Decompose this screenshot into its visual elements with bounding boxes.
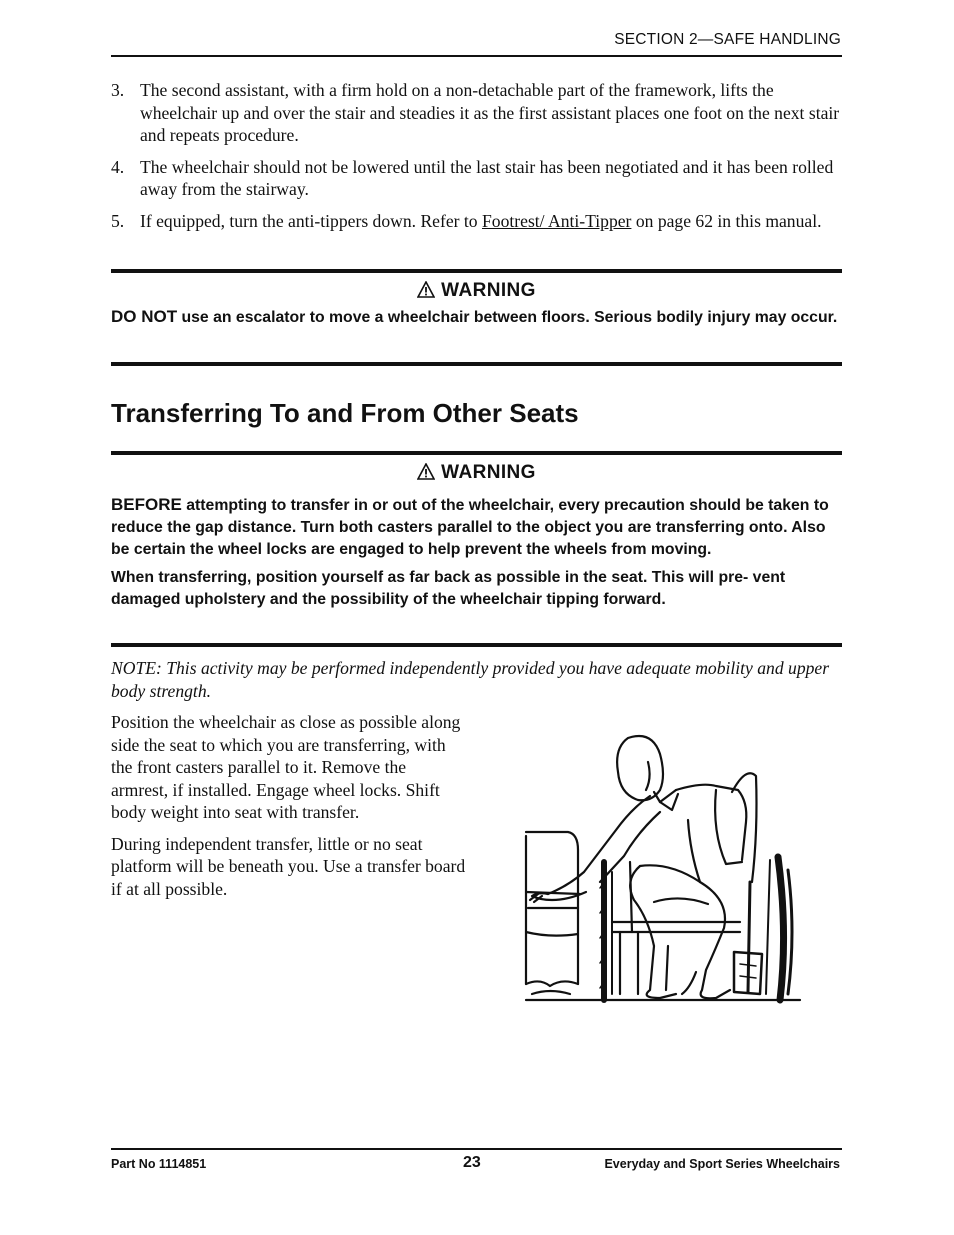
footrest-anti-tipper-link[interactable]: Footrest/ Anti-Tipper xyxy=(482,210,632,231)
step-number: 4. xyxy=(111,156,125,177)
list-item xyxy=(111,156,842,201)
step-text: If equipped, turn the anti-tippers down. Refer to Footrest/ Anti-Tipper on page 62 in this manual. xyxy=(140,210,822,231)
warning-triangle-icon xyxy=(417,463,435,486)
list-item xyxy=(111,79,842,147)
warning-bottom-rule xyxy=(111,362,842,366)
warning-label: WARNING xyxy=(441,462,536,483)
product-title: Everyday and Sport Series Wheelchairs xyxy=(604,1157,840,1171)
warning-heading xyxy=(111,280,842,304)
list-item xyxy=(111,210,842,233)
footer-rule xyxy=(111,1148,842,1150)
paragraph: During independent transfer, little or no seat platform will be beneath you. Use a transfer board if at all possible. xyxy=(111,833,466,899)
paragraph: Position the wheelchair as close as possible along side the seat to which you are transferring, with the front casters parallel to it. Remove the armrest, if installed. Engage wheel locks. Shift body weight into seat with transfer. xyxy=(111,712,461,822)
warning-text: BEFORE attempting to transfer in or out of the wheelchair, every precaution should be taken to reduce the gap distance. Turn both casters parallel to the object you are transferring onto. Also be certain the wheel locks are engaged to help prevent the wheels from moving. When transferring, position yourself as far back as possible in the seat. This will pre- vent damaged upholstery and the possibility of the wheelchair tipping forward. xyxy=(111,495,829,608)
part-number: Part No 1114851 xyxy=(111,1157,207,1171)
step-number: 5. xyxy=(111,210,125,231)
warning-label: WARNING xyxy=(441,280,536,301)
warning-triangle-icon xyxy=(417,281,435,304)
warning-text: DO NOT use an escalator to move a wheelchair between floors. Serious bodily injury may occur. xyxy=(111,307,838,326)
warning-heading xyxy=(111,462,842,486)
transfer-illustration xyxy=(520,732,802,1004)
warning-top-rule xyxy=(111,269,842,273)
step-number: 3. xyxy=(111,80,125,100)
note-text: NOTE: This activity may be performed independently provided you have adequate mobility and upper body strength. xyxy=(111,658,830,701)
step-text: The second assistant, with a firm hold on a non-detachable part of the framework, lifts the wheelchair up and over the stair and steadies it as the first assistant places one foot on the next stair and repeats procedure. xyxy=(140,80,840,145)
step-list xyxy=(111,79,842,241)
running-header: SECTION 2—SAFE HANDLING xyxy=(614,31,841,48)
warning-top-rule xyxy=(111,451,842,455)
step-text: The wheelchair should not be lowered until the last stair has been negotiated and it has been rolled away from the stairway. xyxy=(140,156,834,199)
page-number: 23 xyxy=(463,1154,481,1171)
warning-bottom-rule xyxy=(111,643,842,647)
header-rule xyxy=(111,55,842,57)
section-title: Transferring To and From Other Seats xyxy=(111,398,579,428)
body-text xyxy=(111,711,466,909)
